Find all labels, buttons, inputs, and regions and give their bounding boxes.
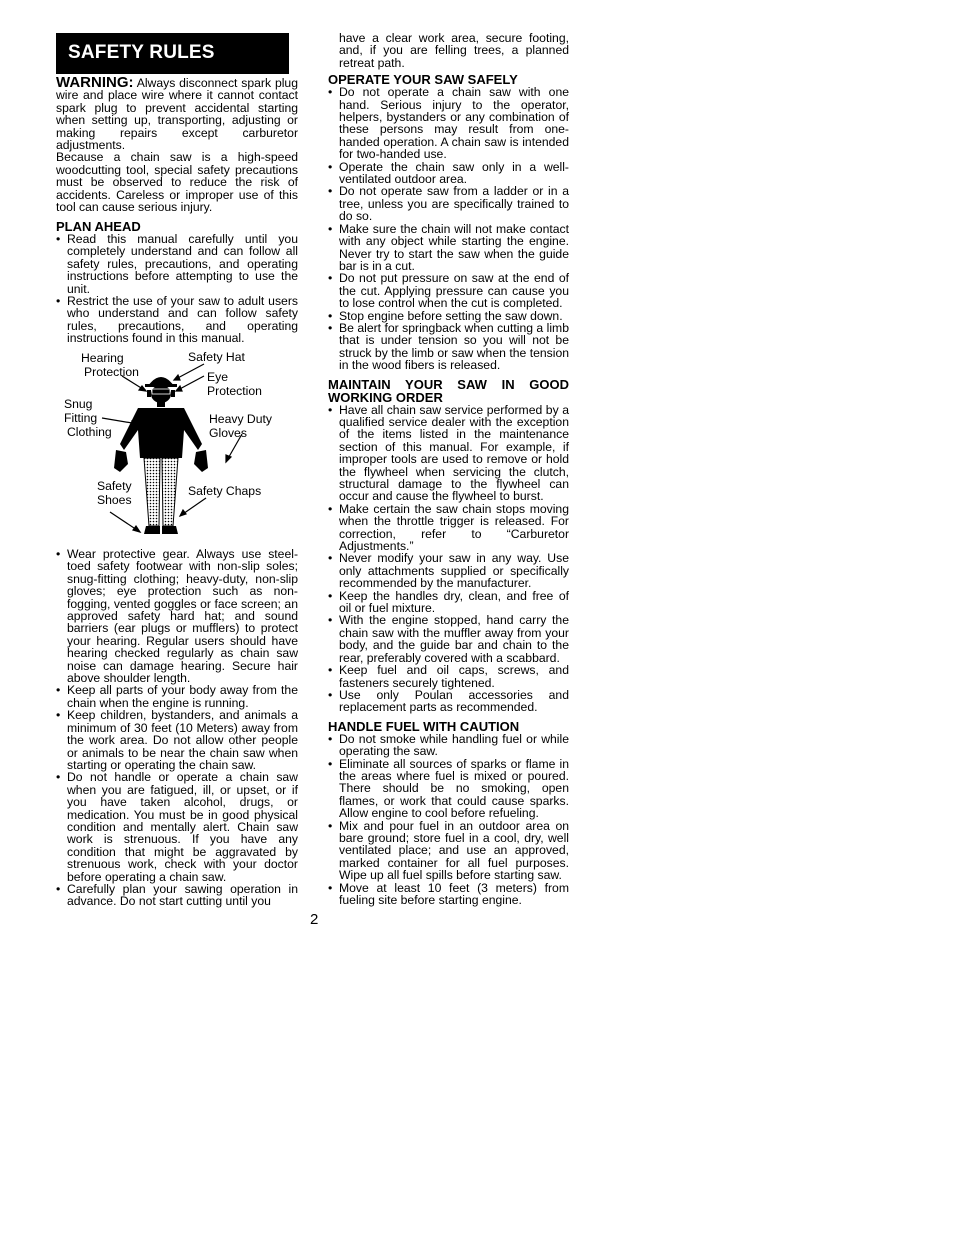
right-column — [328, 32, 569, 906]
list-item: • Mix and pour fuel in an outdoor area on bare ground; store fuel in a cool, dry, well ventilated place; and use an approved, marked container for all fuel purposes. Wipe up all fuel spills before starting saw. — [328, 820, 569, 882]
warning-label: WARNING: — [56, 74, 134, 91]
list-item: • Be alert for springback when cutting a limb that is under tension so you will not be struck by the limb or saw when the tension in the wood fibers is released. — [328, 322, 569, 372]
operate-heading: OPERATE YOUR SAW SAFELY — [328, 72, 518, 88]
list-item: • Operate the chain saw only in a well-ventilated outdoor area. — [328, 161, 569, 186]
gear-rules-list — [56, 548, 298, 908]
warning-text: Always disconnect spark plug wire and place wire where it cannot contact spark plug to prevent accidental starting when setting up, transporting, adjusting or making repairs except carburetor adjustments. — [56, 76, 298, 153]
list-item: • Do not put pressure on saw at the end of the cut. Applying pressure can cause you to lose control when the cut is completed. — [328, 272, 569, 309]
list-item: • Never modify your saw in any way. Use only attachments supplied or specifically recommended by the manufacturer. — [328, 552, 569, 589]
list-item: • Restrict the use of your saw to adult users who understand and can follow safety rules, precautions, and operating instructions found in this manual. — [56, 295, 298, 345]
list-item: • With the engine stopped, hand carry the chain saw with the muffler away from your body, and the guide bar and chain to the rear, preferably covered with a scabbard. — [328, 614, 569, 664]
eye-protection-label — [207, 370, 262, 398]
list-item: • Read this manual carefully until you completely understand and can follow all safety rules, precautions, and operating instructions before attempting to use the unit. — [56, 233, 298, 295]
protective-gear-figure — [56, 346, 298, 544]
fig-label-line: Eye — [207, 370, 229, 384]
list-item: • Make certain the saw chain stops moving when the throttle trigger is released. For correction, refer to “Carburetor Adjustments.” — [328, 503, 569, 553]
list-item: • Keep the handles dry, clean, and free of oil or fuel mixture. — [328, 590, 569, 615]
list-item: • Keep all parts of your body away from the chain when the engine is running. — [56, 684, 298, 709]
fig-label-line: Gloves — [209, 426, 247, 440]
safety-hat-label: Safety Hat — [188, 350, 245, 364]
gear-rules-section — [56, 548, 298, 908]
list-item: • Make sure the chain will not make contact with any object while starting the engine. Never try to start the saw when the guide bar is in a cut. — [328, 223, 569, 273]
snug-fitting-clothing-label — [64, 397, 112, 439]
safety-chaps-label: Safety Chaps — [188, 484, 262, 498]
list-item: • Do not operate saw from a ladder or in a tree, unless you are specifically trained to do so. — [328, 185, 569, 222]
fig-label-line: Safety — [97, 479, 132, 493]
warning-paragraph — [56, 74, 298, 153]
list-item: • Stop engine before setting the saw down. — [328, 310, 569, 322]
plan-ahead-list — [56, 233, 298, 345]
fig-label-line: Snug — [64, 397, 93, 411]
list-item: • Have all chain saw service performed by a qualified service dealer with the exception of the items listed in the maintenance section of this manual. For example, if improper tools are used to remove or hold the flywheel when servicing the clutch, structural damage to the flywheel can occur and cause the flywheel to burst. — [328, 404, 569, 503]
operate-list — [328, 86, 569, 371]
fig-label-line: Clothing — [67, 425, 112, 439]
list-item: • Move at least 10 feet (3 meters) from fueling site before starting engine. — [328, 882, 569, 907]
fig-label-line: Shoes — [97, 493, 132, 507]
fig-label-line: Hearing — [81, 351, 124, 365]
fig-label-line: Heavy Duty — [209, 412, 272, 426]
list-item: • Do not handle or operate a chain saw when you are fatigued, ill, or upset, or if you have taken alcohol, drugs, or medication. You must be in good physical condition and mentally alert. Chain saw work is strenuous. If you have any condition that might be aggravated by strenuous work, check with your doctor before operating a chain saw. — [56, 771, 298, 883]
fig-label-line: Protection — [207, 384, 262, 398]
list-item: • Carefully plan your sawing operation in advance. Do not start cutting until you — [56, 883, 298, 908]
warning-section — [56, 74, 298, 215]
warning-paragraph-2: Because a chain saw is a high-speed woodcutting tool, special safety precautions must be observed to reduce the risk of accidents. Careless or improper use of this tool can cause serious injury. — [56, 150, 298, 215]
continuation-text: have a clear work area, secure footing, and, if you are felling trees, a planned retreat path. — [339, 31, 569, 70]
safety-shoes-label — [97, 479, 132, 507]
list-item: • Wear protective gear. Always use steel-toed safety footwear with non-slip soles; snug-fitting clothing; heavy-duty, non-slip gloves; eye protection such as non-fogging, vented goggles or face screen; an approved safety hard hat; and sound barriers (ear plugs or mufflers) to protect your hearing. Regular users should have hearing checked regularly as chain saw noise can damage hearing. Secure hair above shoulder length. — [56, 548, 298, 684]
hearing-protection-label — [81, 351, 139, 379]
fuel-list — [328, 733, 569, 907]
fig-label-line: Protection — [84, 365, 139, 379]
list-item: • Keep children, bystanders, and animals a minimum of 30 feet (10 Meters) away from the work area. Do not allow other people or animals to be near the chain saw when starting or operating the chain saw. — [56, 709, 298, 771]
list-item: • Keep fuel and oil caps, screws, and fasteners securely tightened. — [328, 664, 569, 689]
maintain-heading: MAINTAIN YOUR SAW IN GOOD WORKING ORDER — [328, 376, 569, 405]
maintain-list — [328, 404, 569, 714]
heavy-duty-gloves-label — [209, 412, 272, 440]
fuel-heading: HANDLE FUEL WITH CAUTION — [328, 718, 520, 734]
page-number: 2 — [310, 911, 319, 928]
list-item: • Use only Poulan accessories and replacement parts as recommended. — [328, 689, 569, 714]
list-item: • Eliminate all sources of sparks or flame in the areas where fuel is mixed or poured. There should be no smoking, open flames, or work that could cause sparks. Allow engine to cool before refueling. — [328, 758, 569, 820]
plan-ahead-heading: PLAN AHEAD — [56, 219, 141, 234]
page-title-box — [56, 33, 289, 74]
fig-label-line: Fitting — [64, 411, 98, 425]
page-title: SAFETY RULES — [68, 42, 215, 63]
list-item: • Do not operate a chain saw with one hand. Serious injury to the operator, helpers, bystanders or any combination of these persons may result from one-handed operation. A chain saw is intended for two-handed use. — [328, 86, 569, 160]
list-item: • Do not smoke while handling fuel or while operating the saw. — [328, 733, 569, 758]
plan-ahead-section — [56, 220, 298, 345]
